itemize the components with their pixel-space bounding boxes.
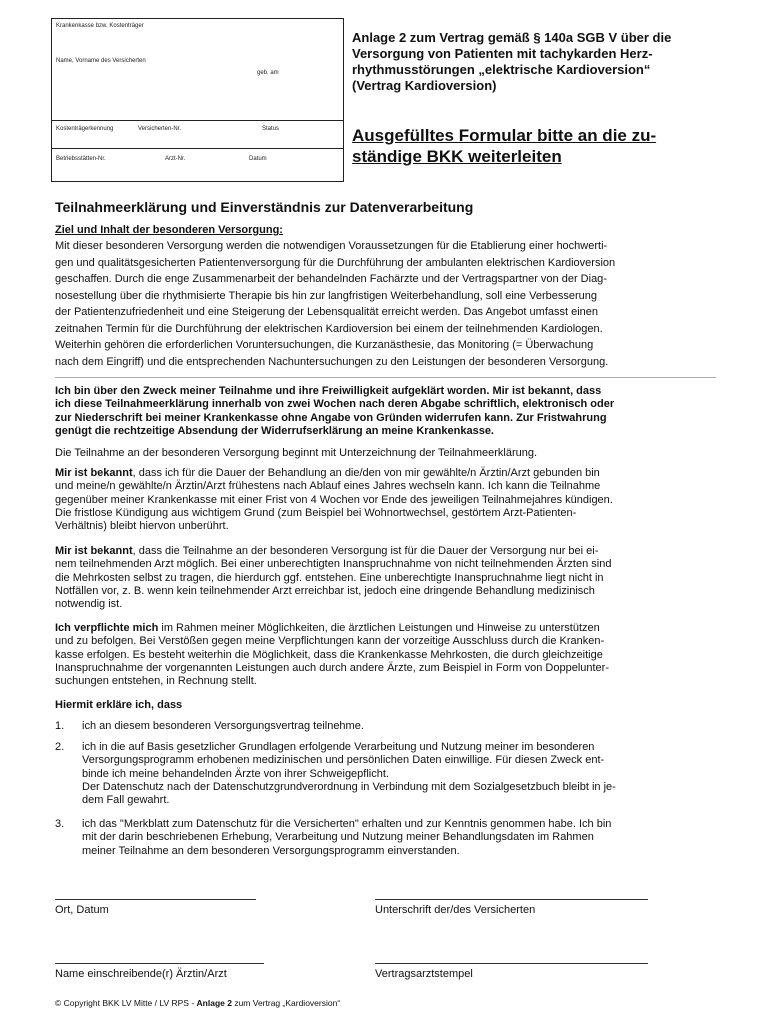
list-item-number: 3. [55, 818, 65, 830]
divider [55, 377, 716, 378]
declaration-heading: Hiermit erkläre ich, dass [55, 699, 183, 711]
insurance-header-box [51, 18, 344, 182]
list-item-number: 1. [55, 720, 65, 732]
insured-signature-line[interactable] [375, 899, 648, 900]
dob-label: geb. am [257, 70, 279, 76]
list-item: ich in die auf Basis gesetzlicher Grundlagen erfolgende Verarbeitung und Nutzung meiner im besonderen Versorgungsprogramm erhobenen medizinischen und persönlichen Daten einwillige. Für diesen Zweck ent- binde ich meine behandelnden Ärzte von ihrer Schweigepflicht. Der Datenschutz nach der Datenschutzgrundverordnung in Verbindung mit dem Sozialgesetzbuch bleibt in je- dem Fall gewahrt. [82, 741, 616, 807]
doctor-number-label: Arzt-Nr. [165, 156, 186, 162]
stamp-line[interactable] [375, 963, 648, 964]
place-date-line[interactable] [55, 899, 256, 900]
insured-number-label: Versicherten-Nr. [138, 126, 182, 132]
date-label: Datum [249, 156, 267, 162]
paragraph-text: , dass die Teilnahme an der besonderen Versorgung ist für die Dauer der Versorgung nur bei ei- nem teilnehmenden Arzt möglich. Bei einer unberechtigten Inanspruchnahme von nicht teilnehmenden Ärzten sind die Mehrkosten selbst zu tragen, die hierdurch ggf. entstehen. Eine unberechtigte Inanspruchnahme liegt nicht in Notfällen vor, z. B. wenn kein teilnehmender Arzt erreichbar ist, jedoch eine dringende Behandlung medizinisch notwendig ist. [55, 545, 612, 611]
participation-start: Die Teilnahme an der besonderen Versorgung beginnt mit Unterzeichnung der Teilnahmeerklärung. [55, 447, 538, 459]
footer-copyright [55, 998, 340, 1008]
paragraph-text: , dass ich für die Dauer der Behandlung an die/den von mir gewählte/n Ärztin/Arzt gebunden bin und meine/n gewählte/n Ärztin/Arzt frühestens nach Ablauf eines Jahres wechseln kann. Ich kann die Teilnahme gegenüber meiner Krankenkasse mit einer Frist von 4 Wochen vor Ende des jeweiligen Teilnahmejahres kündigen. Die fristlose Kündigung aus wichtigem Grund (zum Beispiel bei Wohnortwechsel, gestörtem Arzt-Patienten- Verhältnis) bleibt hiervon unberührt. [55, 467, 613, 533]
section-heading: Ziel und Inhalt der besonderen Versorgung: [55, 224, 283, 236]
insured-name-label: Name, Vorname des Versicherten [56, 58, 146, 64]
footer-annex: Anlage 2 [196, 998, 232, 1008]
paragraph-cost [55, 545, 717, 611]
withdrawal-notice: Ich bin über den Zweck meiner Teilnahme und ihre Freiwilligkeit aufgeklärt worden. Mir ist bekannt, dass ich diese Teilnahmeerklärung innerhalb von zwei Wochen nach deren Abgabe schriftlich, elektronisch oder zur Niederschrift bei meiner Krankenkasse ohne Angabe von Gründen widerrufen kann. Zur Fristwahrung genügt die rechtzeitige Absendung der Widerrufserklärung an meine Krankenkasse. [55, 385, 615, 437]
list-item-number: 2. [55, 741, 65, 753]
section-body: Mit dieser besonderen Versorgung werden die notwendigen Voraussetzungen für die Etablierung einer hochwerti- gen und qualitätsgesicherten Patientenversorgung für die Durchführung der ambulanten elektrischen Kardioversion geschaffen. Durch die enge Zusammenarbeit der behandelnden Fachärzte und der Vertragspartner von der Diag- nosestellung über die rhythmisierte Therapie bis hin zur langfristigen Weiterbehandlung, soll eine Verbesserung der Patientenzufriedenheit und eine Steigerung der Lebensqualität erreicht werden. Das Angebot umfasst einen zeitnahen Termin für die Durchführung der elektrischen Kardioversion bei einem der teilnehmenden Kardiologen. Weiterhin gehören die erforderlichen Voruntersuchungen, die Kurzanästhesie, das Monitoring (= Überwachung nach dem Eingriff) und die entsprechenden Nachuntersuchungen zu den Leistungen der besonderen Versorgung. [55, 240, 616, 368]
paragraph-commitment [55, 467, 717, 533]
paragraph-lead: Ich verpflichte mich [55, 622, 159, 634]
place-date-label: Ort, Datum [55, 904, 109, 916]
paragraph-text: im Rahmen meiner Möglichkeiten, die ärztlichen Leistungen und Hinweise zu unterstützen und zu befolgen. Bei Verstößen gegen meine Verpflichtungen kann der vorzeitige Ausschluss durch die Kranken- kasse erfolgen. Es besteht weiterhin die Möglichkeit, dass die Krankenkasse Mehrkosten, die durch gleichzeitige Inanspruchnahme der vorgenannten Leistungen auch durch andere Ärzte, zum Beispiel in Form von Doppelunter- suchungen entstehen, in Rechnung stellt. [55, 622, 609, 688]
paragraph-obligation [55, 622, 717, 688]
status-label: Status [262, 126, 280, 132]
stamp-label: Vertragsarztstempel [375, 968, 473, 980]
payer-id-label: Kostenträgerkennung [56, 126, 114, 132]
document-title: Teilnahmeerklärung und Einverständnis zur Datenverarbeitung [55, 199, 474, 215]
annex-title: Anlage 2 zum Vertrag gemäß § 140a SGB V über die Versorgung von Patienten mit tachykarden Herz- rhythmusstörungen „elektrische Kardioversion“ (Vertrag Kardioversion) [352, 30, 672, 93]
footer-suffix: zum Vertrag „Kardioversion“ [231, 998, 341, 1008]
list-item: ich an diesem besonderen Versorgungsvertrag teilnehme. [82, 720, 364, 732]
footer-prefix: © Copyright BKK LV Mitte / LV RPS - [55, 998, 197, 1008]
header-box-divider [52, 120, 343, 121]
insured-signature-label: Unterschrift der/des Versicherten [375, 904, 536, 916]
insurer-label: Krankenkasse bzw. Kostenträger [56, 23, 144, 29]
doctor-name-label: Name einschreibende(r) Ärztin/Arzt [55, 968, 227, 980]
paragraph-lead: Mir ist bekannt [55, 545, 133, 557]
site-number-label: Betriebsstätten-Nr. [56, 156, 106, 162]
forward-notice: Ausgefülltes Formular bitte an die zu- ständige BKK weiterleiten [352, 126, 657, 166]
list-item: ich das "Merkblatt zum Datenschutz für die Versicherten" erhalten und zur Kenntnis genommen habe. Ich bin mit der darin beschriebenen Erhebung, Verarbeitung und Nutzung meiner Behandlungsdaten im Rahmen meiner Teilnahme an dem besonderen Versorgungsprogramm einverstanden. [82, 818, 612, 857]
header-box-divider [52, 148, 343, 149]
paragraph-lead: Mir ist bekannt [55, 467, 133, 479]
doctor-name-line[interactable] [55, 963, 264, 964]
